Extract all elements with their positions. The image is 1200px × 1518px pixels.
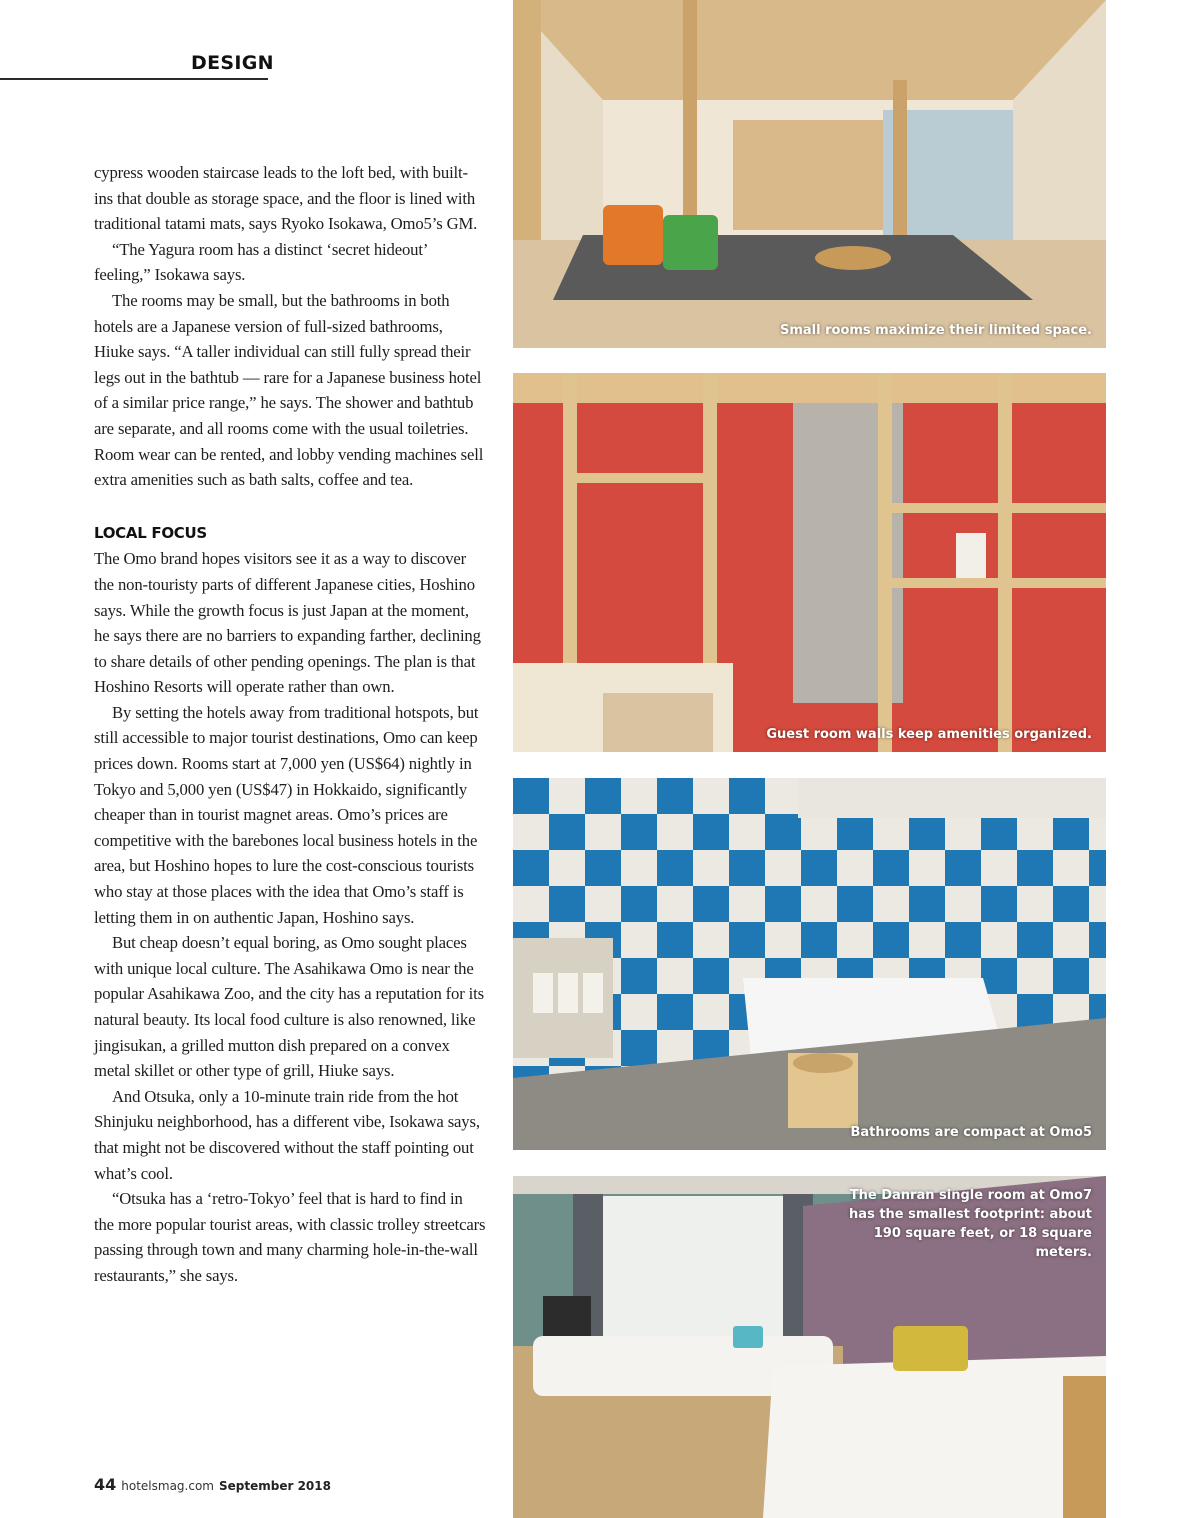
- subhead: LOCAL FOCUS: [94, 523, 207, 542]
- loft-room-illustration: [513, 0, 1106, 348]
- photo-red-wall-room: [513, 373, 1106, 752]
- paragraph: The rooms may be small, but the bathrooms in both hotels are a Japanese version of full-sized bathrooms, Hiuke says. “A taller individual can still fully spread their legs out in the bathtub — rare for a Japanese business hotel of a similar price range,” he says. The shower and bathtub are separate, and all rooms come with the usual toiletries. Room wear can be rented, and lobby vending machines sell extra amenities such as bath salts, coffee and tea.: [94, 290, 484, 490]
- paragraph: But cheap doesn’t equal boring, as Omo sought places with unique local culture. The Asahikawa Omo is near the popular Asahikawa Zoo, and the city has a reputation for its natural beauty. Its local food culture is also renowned, like jingisukan, a grilled mutton dish prepared on a convex metal skillet or other type of grill, Hiuke says.: [94, 933, 485, 1081]
- section-label: DESIGN: [191, 52, 274, 74]
- page-number: 44: [94, 1475, 117, 1494]
- paragraph: And Otsuka, only a 10-minute train ride from the hot Shinjuku neighborhood, has a different vibe, Isokawa says, that might not be discovered without the staff pointing out what’s cool.: [94, 1086, 480, 1183]
- photo-loft-room: [513, 0, 1106, 348]
- paragraph: The Omo brand hopes visitors see it as a way to discover the non-touristy parts of different Japanese cities, Hoshino says. While the growth focus is just Japan at the moment, he says there are no barriers to expanding farther, declining to share details of other pending openings. The plan is that Hoshino Resorts will operate rather than own.: [94, 549, 481, 697]
- photo-bathroom: [513, 778, 1106, 1150]
- photo-caption: Guest room walls keep amenities organized.: [766, 727, 1092, 742]
- photo-danran-room: [513, 1176, 1106, 1518]
- photo-caption: The Danran single room at Omo7 has the smallest footprint: about 190 square feet, or 18 square meters.: [849, 1188, 1092, 1260]
- site-name: hotelsmag.com: [121, 1479, 214, 1493]
- header-rule: [0, 78, 268, 80]
- red-wall-illustration: [513, 373, 1106, 752]
- paragraph: By setting the hotels away from traditional hotspots, but still accessible to major tourist destinations, Omo can keep prices down. Rooms start at 7,000 yen (US$64) nightly in Tokyo and 5,000 yen (US$47) in Hokkaido, significantly cheaper than in tourist magnet areas. Omo’s prices are competitive with the barebones local business hotels in the area, but Hoshino hopes to lure the cost-conscious tourists who stay at those places with the idea that Omo’s staff is letting them in on authentic Japan, Hoshino says.: [94, 702, 479, 927]
- photo-caption: Bathrooms are compact at Omo5: [850, 1125, 1092, 1140]
- paragraph: “The Yagura room has a distinct ‘secret hideout’ feeling,” Isokawa says.: [94, 239, 428, 285]
- paragraph: “Otsuka has a ‘retro-Tokyo’ feel that is hard to find in the more popular tourist areas, with classic trolley streetcars passing through town and many charming hole-in-the-wall restaurants,” she says.: [94, 1189, 486, 1285]
- issue-date: September 2018: [219, 1479, 331, 1493]
- photo-caption: Small rooms maximize their limited space.: [779, 323, 1092, 338]
- bathroom-illustration: [513, 778, 1106, 1150]
- article-body: [94, 160, 486, 1289]
- paragraph: cypress wooden staircase leads to the loft bed, with built-ins that double as storage space, and the floor is lined with traditional tatami mats, says Ryoko Isokawa, Omo5’s GM.: [94, 163, 478, 234]
- page-footer: [94, 1475, 331, 1494]
